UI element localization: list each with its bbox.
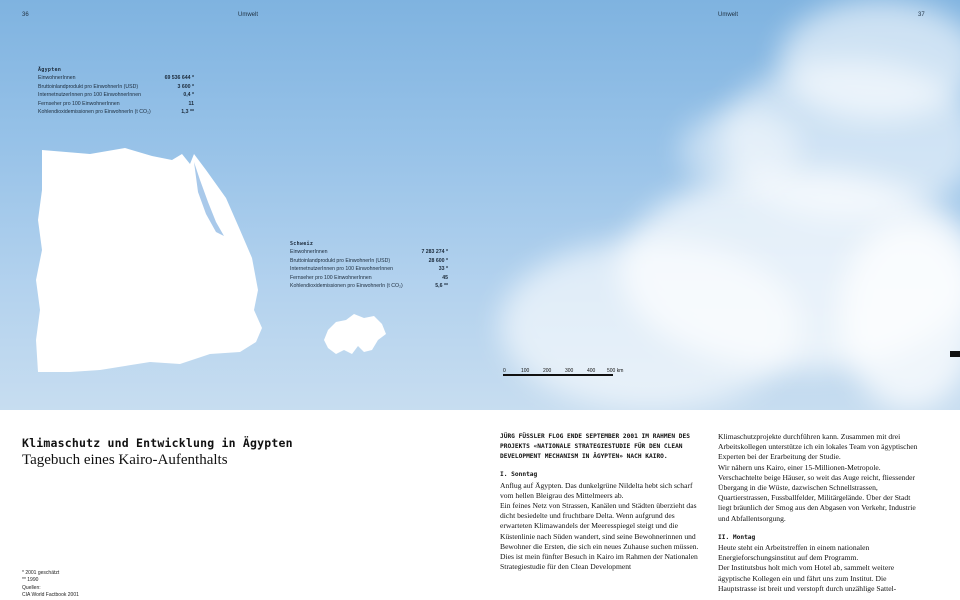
scale-tick-label: 500 km (607, 368, 624, 374)
stats-row: Kohlendioxidemissionen pro EinwohnerIn (t CO₂) 1,3 ** (38, 109, 194, 116)
article-title: Klimaschutz und Entwicklung in Ägypten (22, 436, 293, 450)
edge-marker (950, 351, 960, 357)
stats-row: InternetnutzerInnen pro 100 EinwohnerInnen 0,4 * (38, 92, 194, 99)
stats-row: EinwohnerInnen 69 536 644 * (38, 75, 194, 82)
stats-switzerland-title: Schweiz (290, 241, 314, 247)
scale-tick-label: 400 (587, 368, 596, 374)
paragraph: Wir nähern uns Kairo, einer 15-Millionen-Metropole. Verschachtelte beige Häuser, so weit das Auge reicht, fliessender Übergang in die Wüste, dazwischen Schnellstrassen, Quartierstrassen, Fussballfelder, Militärgelände. Über der Stadt liegt bräunlich der Smog aus den Abgasen von Verkehr, Industrie und Abfallentsorgung. (718, 462, 916, 523)
scale-tick-label: 0 (503, 368, 506, 374)
paragraph: Dies ist mein fünfter Besuch in Kairo im Rahmen der Nationalen Strategiestudie für den Clean Development (500, 552, 698, 572)
stats-row: Fernseher pro 100 EinwohnerInnen 11 (38, 100, 194, 107)
stats-egypt (38, 66, 194, 116)
footnote: CIA World Factbook 2001 (22, 591, 79, 598)
stats-row: EinwohnerInnen 7 283 274 * (290, 249, 448, 256)
footnote: Quellen: (22, 584, 41, 591)
scale-tick-label: 300 (565, 368, 574, 374)
article-column-1 (500, 432, 705, 572)
footnote: ** 1990 (22, 577, 39, 584)
egypt-map-shape (30, 140, 265, 380)
stats-switzerland (290, 240, 448, 290)
paragraph: Klimaschutzprojekte durchführen kann. Zusammen mit drei Arbeitskollegen unterstütze ich ein lokales Team von ägyptischen Experten bei der Erarbeitung der Studie. (718, 432, 918, 462)
paragraph: Ein feines Netz von Strassen, Kanälen und Städten überzieht das dicht besiedelte und fruchtbare Delta. Wenn aufgrund des erwarteten Klimawandels der Meeresspiegel steigt und die Küstenlinie nach Süden wandert, sind seine Bewohnerinnen und Bewohner die Ersten, die sich ein neues Zuhause suchen müssen. (500, 501, 699, 551)
paragraph: Heute steht ein Arbeitstreffen in einem nationalen Energieforschungsinstitut auf dem Programm. (718, 543, 870, 563)
stats-row: InternetnutzerInnen pro 100 EinwohnerInnen 33 * (290, 266, 448, 273)
paragraph: Anflug auf Ägypten. Das dunkelgrüne Nildelta hebt sich scharf vom hellen Bleigrau des Mittelmeers ab. (500, 480, 693, 500)
footnote: * 2001 geschätzt (22, 570, 60, 576)
stats-row: Kohlendioxidemissionen pro EinwohnerIn (t CO₂) 5,6 ** (290, 283, 448, 290)
switzerland-map-shape (322, 312, 388, 358)
paragraph: Der Institutsbus holt mich vom Hotel ab, sammelt weitere ägyptische Kollegen ein und fährt uns zum Institut. Die Hauptstrasse ist breit und verstopft durch unzählige Sattel- (718, 563, 897, 593)
stats-row: Bruttoinlandprodukt pro EinwohnerIn (USD) 28 600 * (290, 257, 448, 264)
footnotes (22, 570, 79, 599)
section-label-left: Umwelt (238, 12, 259, 18)
section-heading: II. Montag (718, 533, 756, 541)
page-number-left: 36 (22, 12, 29, 18)
stats-row: Fernseher pro 100 EinwohnerInnen 45 (290, 274, 448, 281)
section-label-right: Umwelt (718, 12, 739, 18)
article-lead: JÜRG FÜSSLER FLOG ENDE SEPTEMBER 2001 IM RAHMEN DES PROJEKTS «NATIONALE STRATEGIESTUDIE FÜR DEN CLEAN DEVELOPMENT MECHANISM IN ÄGYPTEN» NACH KAIRO. (500, 433, 690, 460)
article-column-2 (718, 432, 923, 594)
stats-row: Bruttoinlandprodukt pro EinwohnerIn (USD) 3 600 * (38, 83, 194, 90)
stats-egypt-title: Ägypten (38, 67, 62, 73)
section-heading: I. Sonntag (500, 471, 538, 479)
page-number-right: 37 (918, 12, 925, 18)
scale-bar-line (503, 374, 613, 376)
article-subtitle: Tagebuch eines Kairo-Aufenthalts (22, 452, 228, 468)
scale-tick-label: 200 (543, 368, 552, 374)
scale-tick-label: 100 (521, 368, 530, 374)
